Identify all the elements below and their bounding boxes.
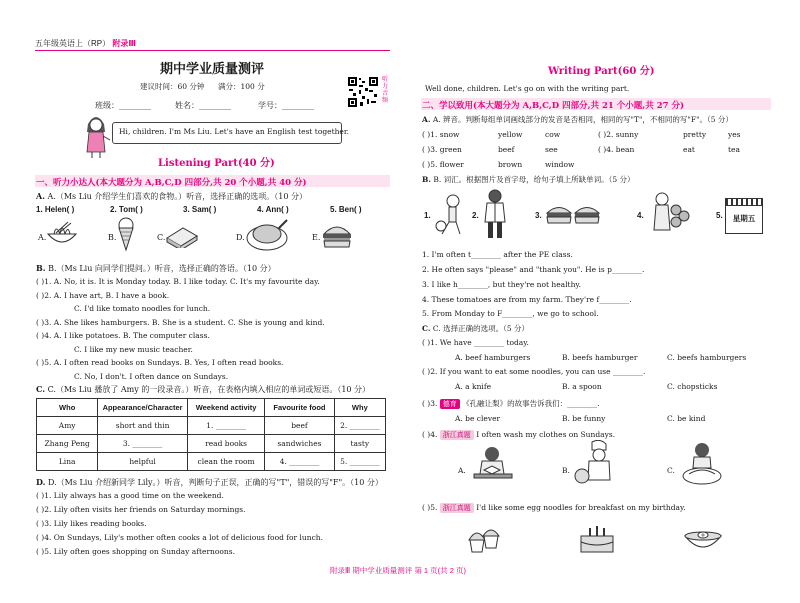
col-activity: Weekend activity	[187, 399, 264, 417]
qr-code-icon[interactable]	[347, 76, 379, 108]
partD-q4[interactable]: ( )4. On Sundays, Lily's mother often cooks a lot of delicious food for lunch.	[36, 533, 324, 542]
header-rule	[35, 50, 390, 51]
wC-q3[interactable]: ( )3. 德育 《孔融让梨》的故事告诉我们：________.	[422, 399, 600, 408]
col-why: Why	[334, 399, 385, 417]
reading-kid-icon	[470, 444, 516, 488]
writing-intro: Well done, children. Let's go on with the writing part.	[425, 84, 630, 93]
wB-q1[interactable]: 1. I'm often t________ after the PE class.	[422, 250, 573, 259]
table-cell: sandwiches	[265, 435, 334, 453]
option-D-label: D.	[236, 233, 245, 242]
listening-title: Listening Part(40 分)	[158, 158, 275, 169]
wA-q3-w3: see	[545, 145, 558, 154]
partB-q1[interactable]: ( )1. A. No, it is. It is Monday today. B. I like today. C. It's my favourite day.	[36, 277, 320, 286]
table-cell: short and thin	[98, 417, 188, 435]
wC-q4[interactable]: ( )4. 浙江真题 I often wash my clothes on Sundays.	[422, 430, 616, 439]
wC-heading: C. C. 选择正确的选项。（5 分）	[422, 324, 529, 333]
table-blank[interactable]: 5. ________	[334, 453, 385, 471]
header-course: 五年级英语上（RP） 附录Ⅲ	[35, 39, 136, 48]
wC-q2[interactable]: ( )2. If you want to eat some noodles, you can use ________.	[422, 367, 646, 376]
chicken-icon	[245, 216, 291, 252]
partB-q5[interactable]: ( )5. A. I often read books on Sundays. B. Yes, I often read books.	[36, 358, 284, 367]
col-food: Favourite food	[265, 399, 334, 417]
wA-q4-w3: tea	[728, 145, 740, 154]
wC-q3-B[interactable]: B. be funny	[562, 414, 606, 423]
wB-q3[interactable]: 3. I like h________, but they're not healthy.	[422, 280, 582, 289]
table-cell: beef	[265, 417, 334, 435]
option-B-label: B.	[108, 233, 117, 242]
wC-q1[interactable]: ( )1. We have ________ today.	[422, 338, 529, 347]
option-E-label: E.	[312, 233, 321, 242]
wB-pic-label-4: 4.	[637, 211, 644, 220]
birthday-cake-icon	[575, 522, 619, 558]
egg-noodles-bowl-icon	[683, 524, 723, 556]
moral-tag: 德育	[440, 399, 460, 409]
calendar-day: 星期五	[732, 214, 756, 223]
table-cell: clean the room	[187, 453, 264, 471]
wA-q1-w2: yellow	[498, 130, 523, 139]
calendar-icon	[725, 198, 763, 234]
table-header-row	[37, 399, 386, 417]
zhejiang-tag: 浙江真题	[440, 503, 474, 513]
wC-q1-B[interactable]: B. beefs hamburger	[562, 353, 638, 362]
wA-q4-w2: eat	[683, 145, 695, 154]
wC-q4-C-label[interactable]: C.	[667, 466, 675, 475]
partB-q3[interactable]: ( )3. A. She likes hamburgers. B. She is a student. C. She is young and kind.	[36, 318, 325, 327]
qr-label: 听力音频	[382, 76, 389, 104]
wC-q3-C[interactable]: C. be kind	[667, 414, 706, 423]
polite-man-icon	[480, 188, 510, 240]
wC-q2-B[interactable]: B. a spoon	[562, 382, 602, 391]
wC-q2-A[interactable]: A. a knife	[455, 382, 492, 391]
tired-kid-icon	[432, 192, 466, 238]
wC-q4-B-label[interactable]: B.	[562, 466, 570, 475]
col-appearance: Appearance/Character	[98, 399, 188, 417]
partC-heading: C. C.（Ms Liu 播放了 Amy 的一段录音。）听音，在表格内填入相应的单词或短语。（10 分）	[36, 384, 371, 394]
wA-q3[interactable]: ( )3. green	[422, 145, 462, 154]
ice-cream-icon	[116, 216, 136, 252]
wA-q5[interactable]: ( )5. flower	[422, 160, 464, 169]
hamburger-icon	[321, 222, 353, 250]
partD-q3[interactable]: ( )3. Lily likes reading books.	[36, 519, 147, 528]
partA-heading: A. A.（Ms Liu 介绍学生们喜欢的食物。）听音，选择正确的选项。（10 分）	[36, 191, 307, 201]
partB-q4-optC[interactable]: C. I like my new music teacher.	[74, 345, 193, 354]
id-field[interactable]: 学号：________	[258, 101, 314, 110]
partD-q2[interactable]: ( )2. Lily often visits her friends on Saturday mornings.	[36, 505, 246, 514]
wA-q1-w3: cow	[545, 130, 561, 139]
wB-pic-label-3: 3.	[535, 211, 542, 220]
zhejiang-tag: 浙江真题	[440, 430, 474, 440]
table-blank[interactable]: 3. ________	[98, 435, 188, 453]
table-blank[interactable]: 4. ________	[265, 453, 334, 471]
page-footer: 附录Ⅲ 期中学业质量测评 第 1 页(共 2 页)	[330, 566, 467, 575]
partD-q5[interactable]: ( )5. Lily often goes shopping on Sunday afternoons.	[36, 547, 235, 556]
partB-heading: B. B.（Ms Liu 向同学们提问。）听音，选择正确的答语。（10 分）	[36, 263, 276, 273]
wC-q3-A[interactable]: A. be clever	[455, 414, 501, 423]
partB-q4[interactable]: ( )4. A. I like potatoes. B. The computer class.	[36, 331, 210, 340]
partB-q2-optC[interactable]: C. I'd like tomato noodles for lunch.	[74, 304, 211, 313]
wA-q4[interactable]: ( )4. bean	[598, 145, 635, 154]
partA-person-4[interactable]: 4. Ann( )	[257, 205, 289, 214]
wB-heading: B. B. 词汇。根据图片及首字母，给句子填上所缺单词。（5 分）	[422, 175, 635, 184]
sandwich-icon	[165, 224, 199, 248]
wC-q1-C[interactable]: C. beefs hamburgers	[667, 353, 747, 362]
option-C-label: C.	[157, 233, 166, 242]
cupcakes-icon	[465, 522, 503, 558]
wA-q3-w2: beef	[498, 145, 515, 154]
partB-q2[interactable]: ( )2. A. I have art, B. I have a book.	[36, 291, 170, 300]
table-row	[37, 453, 386, 471]
partA-person-5[interactable]: 5. Ben( )	[330, 205, 362, 214]
name-field[interactable]: 姓名：________	[175, 101, 231, 110]
table-cell: helpful	[98, 453, 188, 471]
fresh-tomatoes-icon	[648, 190, 692, 238]
partA-person-2[interactable]: 2. Tom( )	[110, 205, 143, 214]
table-blank[interactable]: 1. ________	[187, 417, 264, 435]
hamburgers-icon	[545, 202, 601, 228]
page-title: 期中学业质量测评	[160, 61, 265, 76]
table-row	[37, 417, 386, 435]
wC-q5[interactable]: ( )5. 浙江真题 I'd like some egg noodles for breakfast on my birthday.	[422, 503, 686, 512]
table-cell: Lina	[37, 453, 98, 471]
weekend-table	[36, 398, 386, 471]
wB-q4[interactable]: 4. These tomatoes are from my farm. They're f________.	[422, 295, 632, 304]
speech-bubble	[112, 122, 350, 144]
section1-heading: 一、听力小达人(本大题分为 A,B,C,D 四部分,共 20 个小题,共 40 分)	[36, 178, 307, 188]
wA-heading: A. A. 辨音。判断每组单词画线部分的发音是否相同，相同的写"T"，不相同的写"F"。（5 分）	[422, 115, 733, 124]
wA-q2[interactable]: ( )2. sunny	[598, 130, 639, 139]
partD-q1[interactable]: ( )1. Lily always has a good time on the weekend.	[36, 491, 224, 500]
partA-person-1[interactable]: 1. Helen( )	[36, 205, 75, 214]
header-appendix: 附录Ⅲ	[112, 39, 136, 48]
noodles-icon	[46, 220, 78, 250]
wA-q5-w3: window	[545, 160, 575, 169]
partA-person-3[interactable]: 3. Sam( )	[183, 205, 217, 214]
wB-pic-label-2: 2.	[472, 211, 479, 220]
wA-q1[interactable]: ( )1. snow	[422, 130, 460, 139]
table-row	[37, 435, 386, 453]
exam-score: 满分：100 分	[218, 82, 265, 91]
wC-q2-C[interactable]: C. chopsticks	[667, 382, 718, 391]
wC-q1-A[interactable]: A. beef hamburgers	[455, 353, 531, 362]
exam-time: 建议时间：60 分钟	[140, 82, 205, 91]
writing-title: Writing Part(60 分)	[548, 66, 655, 77]
class-field[interactable]: 班级：________	[95, 101, 151, 110]
speech-text: Hi, children. I'm Ms Liu. Let's have an English test together.	[119, 127, 350, 136]
teacher-illustration	[80, 112, 112, 158]
wA-q5-w2: brown	[498, 160, 523, 169]
wC-q4-A-label[interactable]: A.	[458, 466, 466, 475]
partD-heading: D. D.（Ms Liu 介绍新同学 Lily。）听音，判断句子正误，正确的写"T"，错误的写"F"。（10 分）	[36, 477, 383, 487]
wB-q5[interactable]: 5. From Monday to F________, we go to school.	[422, 309, 599, 318]
col-who: Who	[37, 399, 98, 417]
option-A-label: A.	[38, 233, 47, 242]
table-cell: tasty	[334, 435, 385, 453]
table-cell: Zhang Peng	[37, 435, 98, 453]
table-cell: read books	[187, 435, 264, 453]
cooking-chef-icon	[574, 440, 624, 488]
table-cell: Amy	[37, 417, 98, 435]
wA-q2-w2: pretty	[683, 130, 707, 139]
table-blank[interactable]: 2. ________	[334, 417, 385, 435]
partB-q5-optC[interactable]: C. No, I don't. I often dance on Sundays.	[74, 372, 229, 381]
wA-q2-w3: yes	[728, 130, 741, 139]
wB-q2[interactable]: 2. He often says "please" and "thank you". He is p________.	[422, 265, 645, 274]
washing-clothes-icon	[679, 440, 725, 488]
section2-heading: 二、学以致用(本大题分为 A,B,C,D 四部分,共 21 个小题,共 27 分)	[422, 101, 685, 111]
wB-pic-label-5: 5.	[716, 211, 723, 220]
wB-pic-label-1: 1.	[424, 211, 431, 220]
